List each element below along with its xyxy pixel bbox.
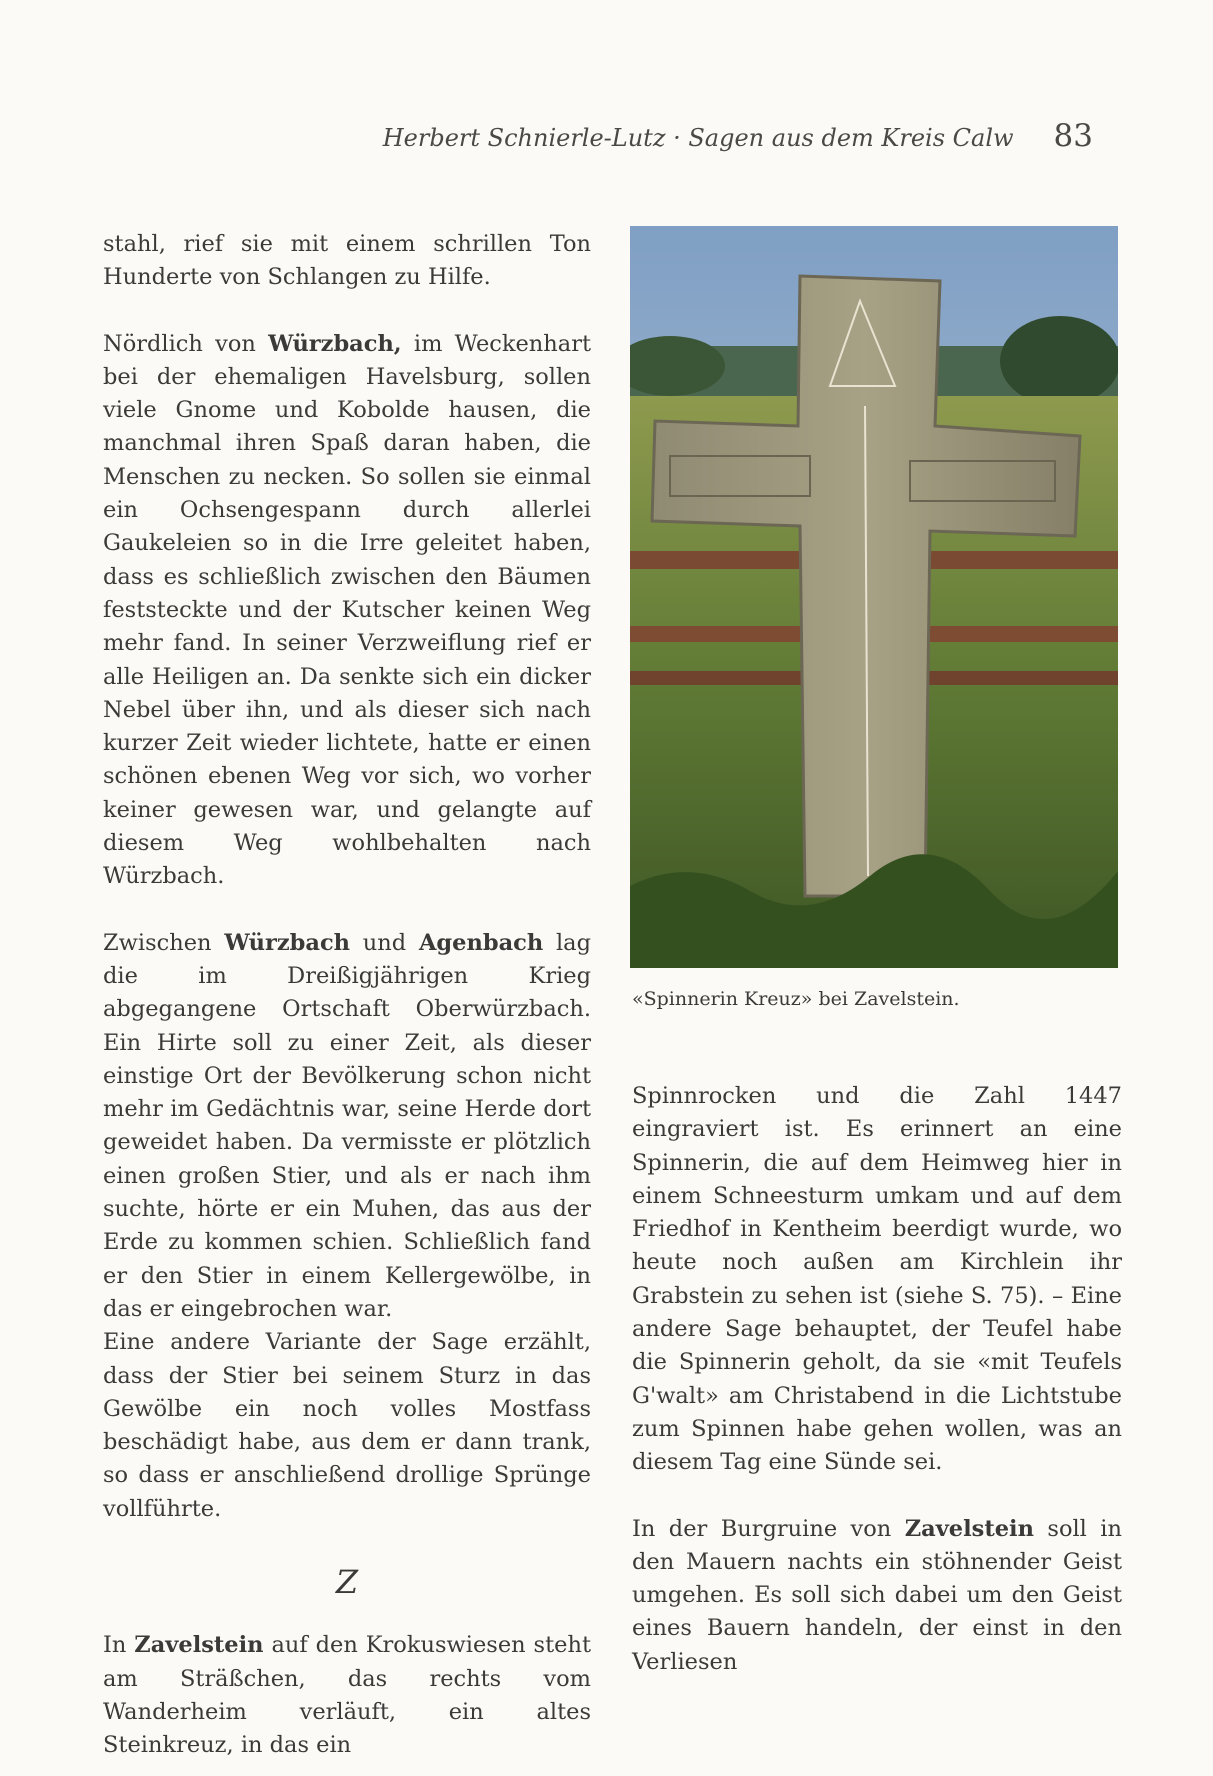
place-name: Zavelstein bbox=[134, 1632, 264, 1659]
section-letter: Z bbox=[335, 1562, 359, 1601]
text-run: lag die im Dreißigjährigen Krieg abgegangene Ortschaft Oberwürzbach. Ein Hirte soll zu einer Zeit, als dieser einstige Ort der Bevölkerung schon nicht mehr im Gedächtnis war, seine Herde dort geweidet haben. Da vermisste er plötzlich einen großen Stier, und als er nach ihm suchte, hörte er ein Muhen, das aus der Erde zu kommen schien. Schließlich fand er den Stier in einem Kellergewölbe, in das er eingebrochen war. bbox=[103, 929, 591, 1322]
paragraph-zavelstein-cross bbox=[103, 1629, 591, 1762]
paragraph-continuation bbox=[103, 228, 591, 295]
text-run: im Weckenhart bei der ehemaligen Havelsburg, sollen viele Gnome und Kobolde hausen, die manchmal ihren Spaß daran haben, die Menschen zu necken. So sollen sie einmal ein Ochsengespann durch allerlei Gaukeleien so in die Irre geleitet haben, dass es schließlich zwischen den Bäumen feststeckte und der Kutscher keinen Weg mehr fand. In seiner Verzweiflung rief er alle Heiligen an. Da senkte sich ein dicker Nebel über ihn, und als dieser sich nach kurzer Zeit wieder lichtete, hatte er einen schönen ebenen Weg vor sich, wo vorher keiner gewesen war, und gelangte auf diesem Weg wohlbehalten nach Würzbach. bbox=[103, 330, 591, 890]
text-run: Zwischen bbox=[103, 929, 225, 956]
text-run: auf den Krokuswiesen steht am Sträßchen, das rechts vom Wanderheim verläuft, ein altes Steinkreuz, in das ein bbox=[103, 1632, 591, 1759]
text-run: In der Burgruine von bbox=[632, 1515, 905, 1542]
text-run: In bbox=[103, 1632, 135, 1659]
running-header bbox=[383, 118, 1093, 154]
paragraph-text: Eine andere Variante der Sage erzählt, dass der Stier bei seinem Sturz in das Gewölbe ein noch volles Mostfass beschädigt habe, aus dem er dann trank, so dass er anschließend drollige Sprünge vollführte. bbox=[103, 1329, 591, 1522]
paragraph-burgruine bbox=[632, 1513, 1122, 1679]
paragraph-variant bbox=[103, 1326, 591, 1526]
paragraph-text: stahl, rief sie mit einem schrillen Ton Hunderte von Schlangen zu Hilfe. bbox=[103, 231, 591, 291]
text-run: Nördlich von bbox=[103, 330, 269, 357]
paragraph-oberwuerzbach bbox=[103, 927, 591, 1327]
figure-caption: «Spinnerin Kreuz» bei Zavelstein. bbox=[632, 988, 960, 1010]
place-name: Zavelstein bbox=[904, 1515, 1034, 1542]
paragraph-wuerzbach-gnomes bbox=[103, 328, 591, 894]
text-run: soll in den Mauern nachts ein stöhnender Geist umgehen. Es soll sich dabei um den Geist eines Bauern handeln, der einst in den Verliesen bbox=[632, 1515, 1122, 1675]
right-column bbox=[632, 1080, 1122, 1679]
paragraph-spinnerin bbox=[632, 1080, 1122, 1480]
running-title: Herbert Schnierle-Lutz · Sagen aus dem Kreis Calw bbox=[382, 124, 1014, 152]
stone-cross-illustration bbox=[630, 226, 1118, 968]
left-column bbox=[103, 228, 591, 1762]
stone-cross-photo bbox=[630, 226, 1118, 968]
page-number: 83 bbox=[1053, 118, 1093, 154]
place-name: Würzbach, bbox=[268, 330, 402, 357]
paragraph-text: Spinnrocken und die Zahl 1447 eingraviert ist. Es erinnert an eine Spinnerin, die auf dem Heimweg hier in einem Schneesturm umkam und auf dem Friedhof in Kentheim beerdigt wurde, wo heute noch außen am Kirchlein ihr Grabstein zu sehen ist (siehe S. 75). – Eine andere Sage behauptet, der Teufel habe die Spinnerin geholt, da sie «mit Teufels G'walt» am Christabend in die Lichtstube zum Spinnen habe gehen wollen, was an diesem Tag eine Sünde sei. bbox=[632, 1083, 1122, 1476]
place-name: Würzbach bbox=[224, 929, 351, 956]
text-run: und bbox=[350, 929, 419, 956]
place-name: Agenbach bbox=[418, 929, 544, 956]
